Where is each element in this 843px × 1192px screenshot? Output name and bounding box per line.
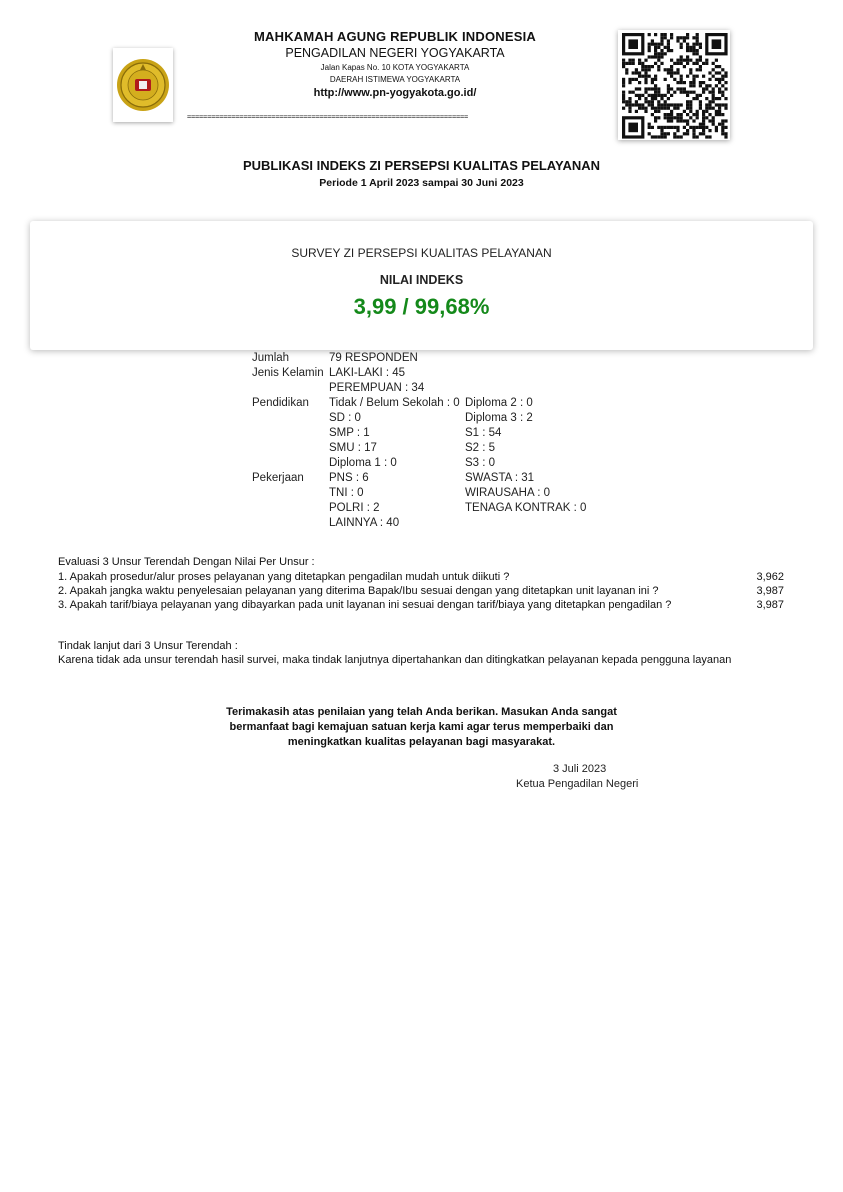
org-name: MAHKAMAH AGUNG REPUBLIK INDONESIA: [253, 29, 536, 44]
qr-code-icon: [618, 30, 730, 140]
publication-title: PUBLIKASI INDEKS ZI PERSEPSI KUALITAS PELAYANAN: [242, 158, 601, 173]
survey-subtitle: SURVEY ZI PERSEPSI KUALITAS PELAYANAN: [291, 246, 552, 260]
signature-role: Ketua Pengadilan Negeri: [516, 778, 639, 790]
job-item: POLRI : 2: [329, 502, 380, 514]
index-label: NILAI INDEKS: [379, 273, 464, 287]
education-item: Diploma 2 : 0: [465, 397, 533, 409]
survey-index-card: [30, 221, 813, 350]
address-line-1: Jalan Kapas No. 10 KOTA YOGYAKARTA: [320, 63, 470, 72]
education-item: S3 : 0: [465, 457, 496, 469]
education-item: Diploma 1 : 0: [329, 457, 397, 469]
education-item: SMP : 1: [329, 427, 370, 439]
website-link[interactable]: http://www.pn-yogyakota.go.id/: [313, 87, 477, 99]
job-item: SWASTA : 31: [465, 472, 535, 484]
job-item: PNS : 6: [329, 472, 369, 484]
jumlah-value: 79 RESPONDEN: [329, 352, 418, 364]
job-label: Pekerjaan: [252, 472, 304, 484]
thank-you-line: bermanfaat bagi kemajuan satuan kerja kami agar terus memperbaiki dan: [229, 721, 614, 733]
education-item: Tidak / Belum Sekolah : 0: [329, 397, 460, 409]
header-separator: ======================================================================: [187, 113, 469, 121]
job-item: TNI : 0: [329, 487, 364, 499]
index-value: 3,99 / 99,68%: [353, 294, 490, 319]
evaluation-item-text: 2. Apakah jangka waktu penyelesaian pelayanan yang diterima Bapak/Ibu sesuai dengan yang ditetapkan unit layanan ini ?: [58, 585, 659, 597]
evaluation-item-text: 1. Apakah prosedur/alur proses pelayanan yang ditetapkan pengadilan mudah untuk diikuti ?: [58, 571, 510, 583]
education-item: SMU : 17: [329, 442, 377, 454]
gender-male: LAKI-LAKI : 45: [329, 367, 406, 379]
followup-text: Karena tidak ada unsur terendah hasil survei, maka tindak lanjutnya dipertahankan dan ditingkatkan pelayanan kepada pengguna layanan: [58, 654, 732, 666]
thank-you-line: Terimakasih atas penilaian yang telah Anda berikan. Masukan Anda sangat: [226, 706, 617, 718]
education-item: Diploma 3 : 2: [465, 412, 533, 424]
job-item: WIRAUSAHA : 0: [465, 487, 550, 499]
evaluation-item-text: 3. Apakah tarif/biaya pelayanan yang dibayarkan pada unit layanan ini sesuai dengan tarif/biaya yang ditetapkan pengadilan ?: [58, 599, 672, 611]
court-name: PENGADILAN NEGERI YOGYAKARTA: [285, 46, 505, 60]
jumlah-label: Jumlah: [252, 352, 290, 364]
education-item: S1 : 54: [465, 427, 502, 439]
education-label: Pendidikan: [252, 397, 309, 409]
evaluation-item-score: 3,962: [756, 571, 784, 583]
signature-date: 3 Juli 2023: [553, 763, 607, 775]
address-line-2: DAERAH ISTIMEWA YOGYAKARTA: [329, 75, 461, 84]
publication-period: Periode 1 April 2023 sampai 30 Juni 2023: [319, 177, 524, 189]
evaluation-item-score: 3,987: [756, 585, 784, 597]
education-item: SD : 0: [329, 412, 361, 424]
evaluation-item-score: 3,987: [756, 599, 784, 611]
gender-female: PEREMPUAN : 34: [329, 382, 425, 394]
education-item: S2 : 5: [465, 442, 496, 454]
job-item: TENAGA KONTRAK : 0: [465, 502, 587, 514]
followup-heading: Tindak lanjut dari 3 Unsur Terendah :: [58, 640, 238, 652]
gender-label: Jenis Kelamin: [252, 367, 324, 379]
court-emblem-icon: [113, 48, 173, 122]
job-item: LAINNYA : 40: [329, 517, 400, 529]
thank-you-line: meningkatkan kualitas pelayanan bagi masyarakat.: [287, 736, 556, 748]
evaluation-heading: Evaluasi 3 Unsur Terendah Dengan Nilai Per Unsur :: [58, 556, 315, 568]
thank-you-message: [200, 705, 643, 750]
